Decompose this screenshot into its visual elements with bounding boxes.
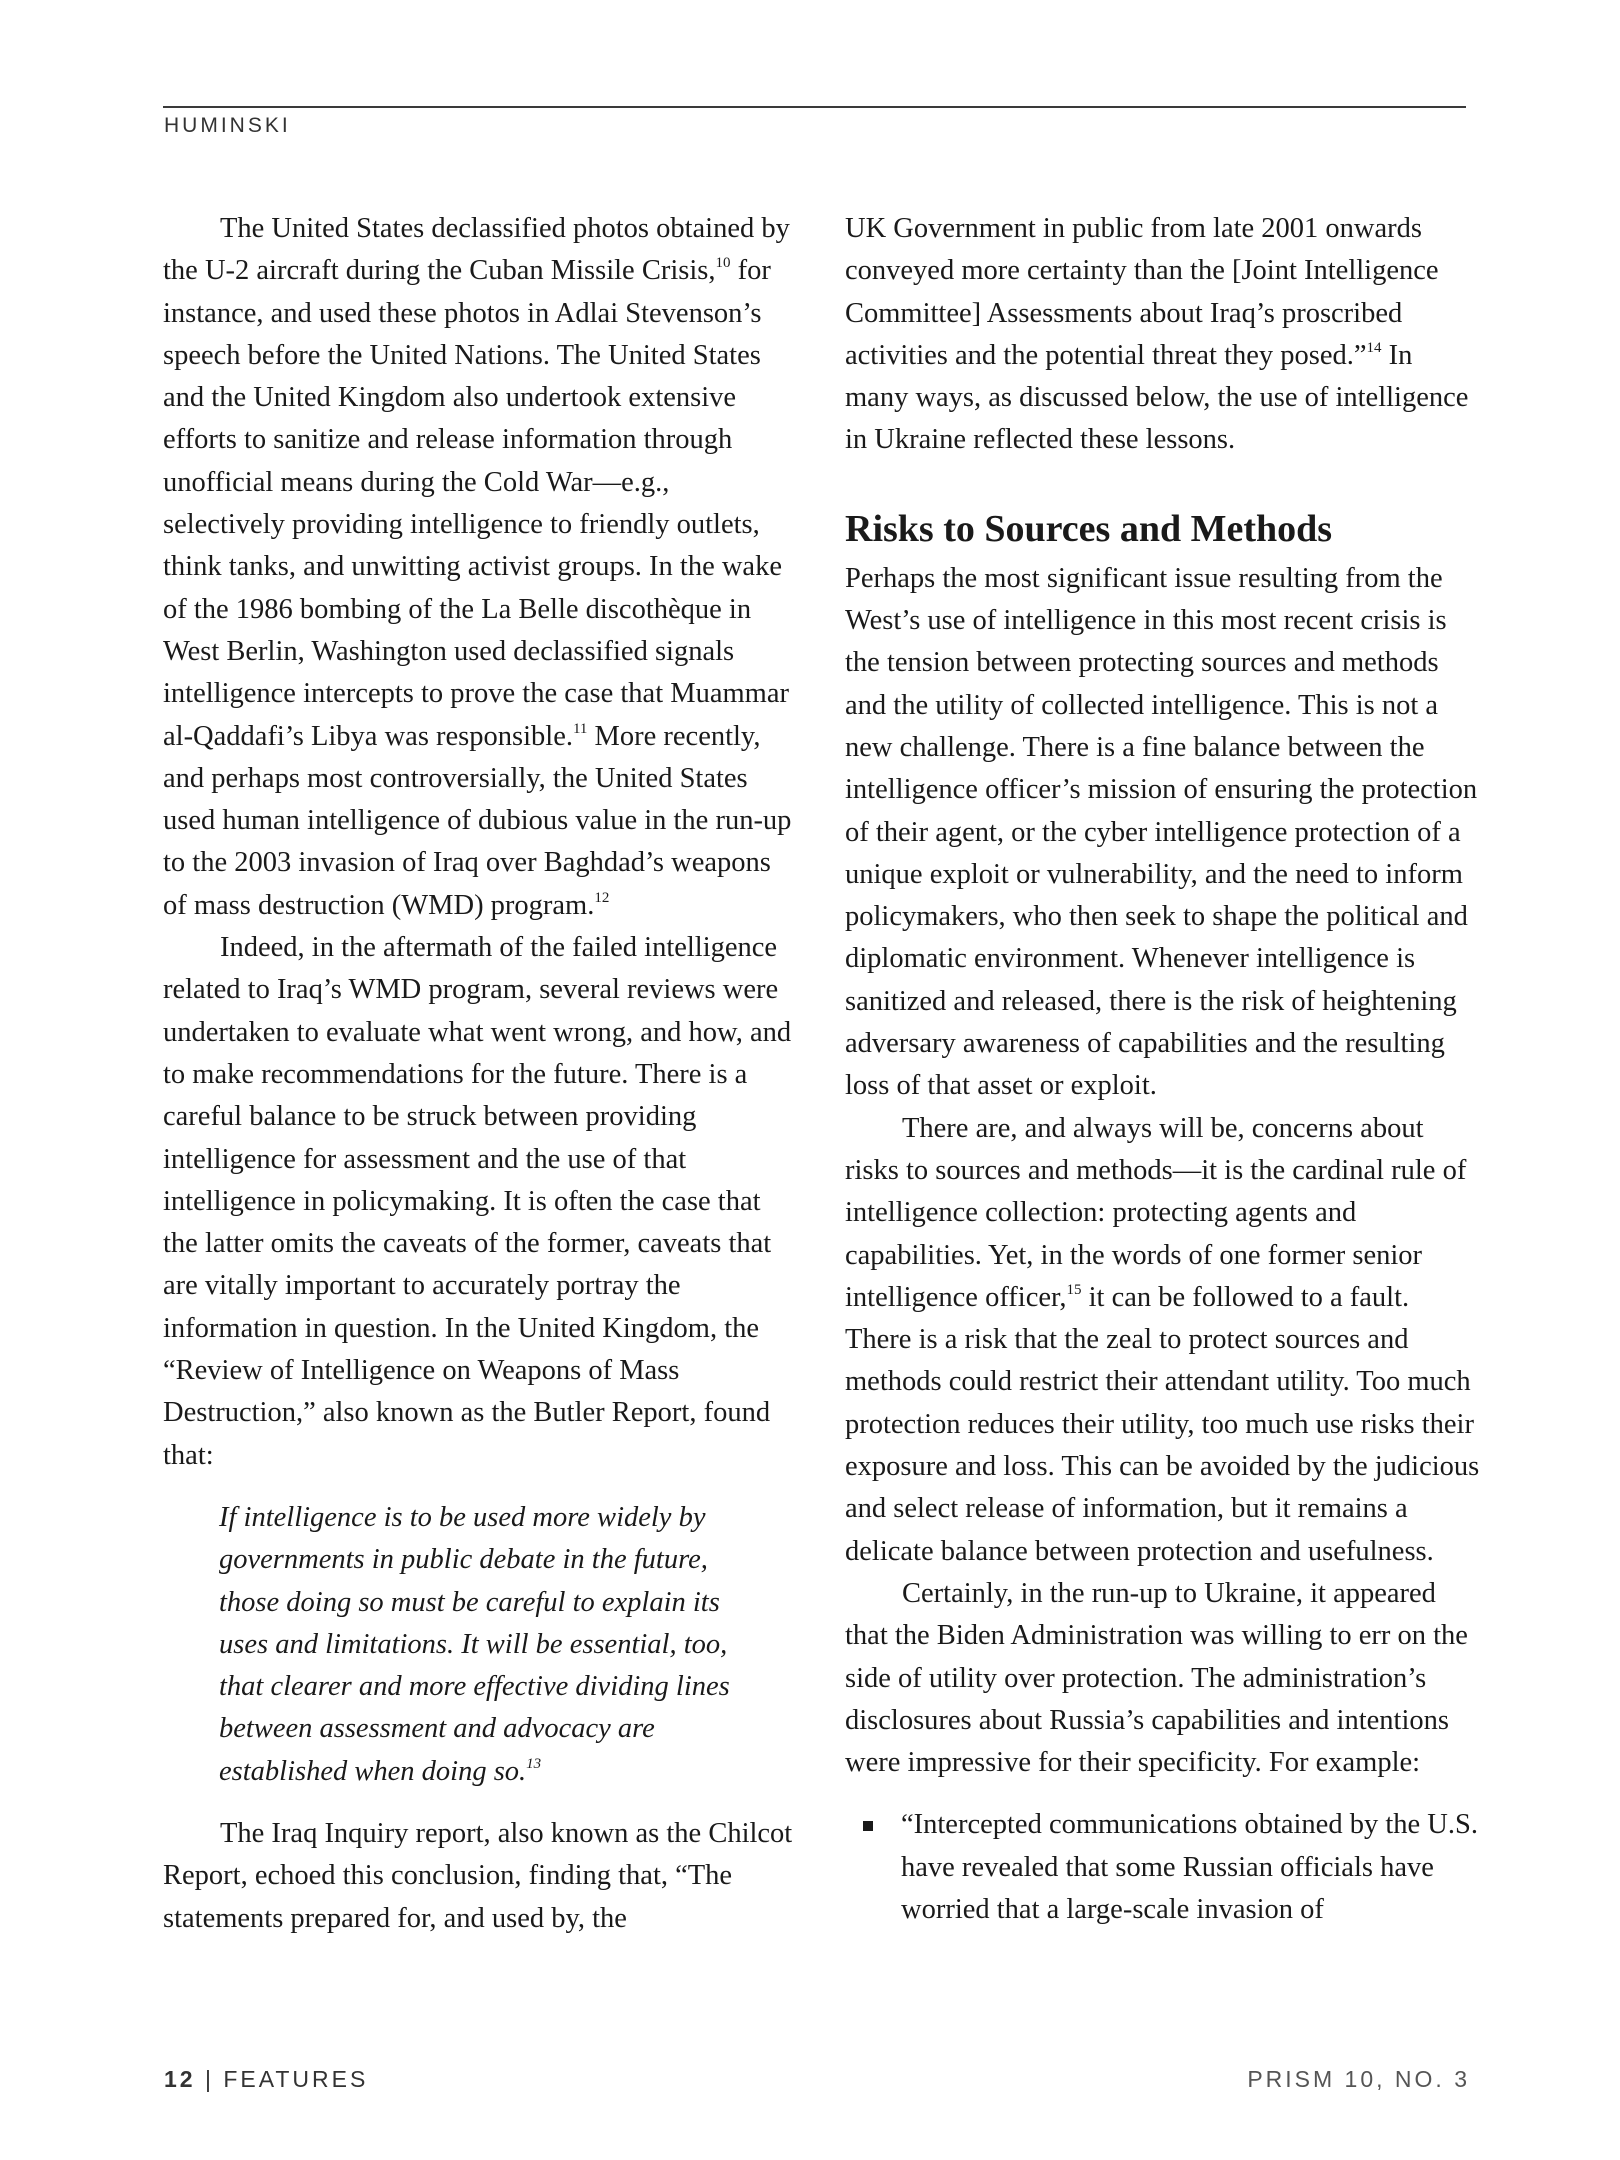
- running-head: HUMINSKI: [164, 114, 291, 137]
- paragraph: Certainly, in the run-up to Ukraine, it appeared that the Biden Administration was willing to err on the side of utility over protection. The administration’s disclosures about Russia’s capabilities and intentions were impressive for their specificity. For example:: [845, 1577, 1468, 1779]
- footnote-ref[interactable]: 14: [1366, 339, 1382, 356]
- footnote-ref[interactable]: 10: [715, 255, 731, 272]
- journal-label: PRISM 10, NO. 3: [1247, 2066, 1470, 2092]
- paragraph: UK Government in public from late 2001 onwards conveyed more certainty than the [Joint Intelligence Committee] Assessments about Iraq’s proscribed activities and the potential threat they posed.”$^{14}$ In many ways, as discussed below, the use of intelligence in Ukraine reflected these lessons.: [845, 213, 1469, 456]
- square-bullet-icon: [863, 1821, 873, 1831]
- list-item: “Intercepted communications obtained by the U.S. have revealed that some Russian officials have worried that a large-scale invasion of: [845, 1804, 1480, 1931]
- paragraph: The United States declassified photos obtained by the U-2 aircraft during the Cuban Missile Crisis,$^{10}$ for instance, and used these photos in Adlai Stevenson’s speech before the United Nations. The United States and the United Kingdom also undertook extensive efforts to sanitize and release information through unofficial means during the Cold War—e.g., selectively providing intelligence to friendly outlets, think tanks, and unwitting activist groups. In the wake of the 1986 bombing of the La Belle discothèque in West Berlin, Washington used declassified signals intelligence intercepts to prove the case that Muammar al-Qaddafi’s Libya was responsible.$^{11}$ More recently, and perhaps most controversially, the United States used human intelligence of dubious value in the run-up to the 2003 invasion of Iraq over Baghdad’s weapons of mass destruction (WMD) program.$^{12}$: [163, 213, 792, 921]
- bullet-list: [845, 1804, 1480, 1931]
- header-rule: [163, 106, 1466, 108]
- footer-separator: |: [204, 2066, 214, 2092]
- footnote-ref[interactable]: 12: [594, 889, 610, 906]
- page-number: 12: [164, 2066, 196, 2092]
- block-quote: If intelligence is to be used more widely by governments in public debate in the future, those doing so must be careful to explain its uses and limitations. It will be essential, too, that clearer and more effective dividing lines between assessment and advocacy are established when doing so.$^{13}$: [219, 1501, 730, 1787]
- left-column: [163, 208, 793, 1940]
- section-heading: Risks to Sources and Methods: [845, 507, 1333, 550]
- footnote-ref[interactable]: 13: [526, 1755, 542, 1772]
- right-column: [845, 208, 1480, 1931]
- footer-left: [164, 2066, 368, 2093]
- section-label: FEATURES: [223, 2066, 369, 2092]
- paragraph: Perhaps the most significant issue resulting from the West’s use of intelligence in this most recent crisis is the tension between protecting sources and methods and the utility of collected intelligence. This is not a new challenge. There is a fine balance between the intelligence officer’s mission of ensuring the protection of their agent, or the cyber intelligence protection of a unique exploit or vulnerability, and the need to inform policymakers, who then seek to shape the political and diplomatic environment. Whenever intelligence is sanitized and released, there is the risk of heightening adversary awareness of capabilities and the resulting loss of that asset or exploit.: [845, 562, 1478, 1102]
- paragraph: There are, and always will be, concerns about risks to sources and methods—it is the cardinal rule of intelligence collection: protecting agents and capabilities. Yet, in the words of one former senior intelligence officer,$^{15}$ it can be followed to a fault. There is a risk that the zeal to protect sources and methods could restrict their attendant utility. Too much protection reduces their utility, too much use risks their exposure and loss. This can be avoided by the judicious and select release of information, but it remains a delicate balance between protection and usefulness.: [845, 1112, 1480, 1567]
- footnote-ref[interactable]: 11: [572, 720, 588, 737]
- paragraph: The Iraq Inquiry report, also known as the Chilcot Report, echoed this conclusion, finding that, “The statements prepared for, and used by, the: [163, 1817, 793, 1934]
- paragraph: Indeed, in the aftermath of the failed intelligence related to Iraq’s WMD program, several reviews were undertaken to evaluate what went wrong, and how, and to make recommendations for the future. There is a careful balance to be struck between providing intelligence for assessment and the use of that intelligence in policymaking. It is often the case that the latter omits the caveats of the former, caveats that are vitally important to accurately portray the information in question. In the United Kingdom, the “Review of Intelligence on Weapons of Mass Destruction,” also known as the Butler Report, found that:: [163, 932, 792, 1471]
- footnote-ref[interactable]: 15: [1066, 1281, 1082, 1298]
